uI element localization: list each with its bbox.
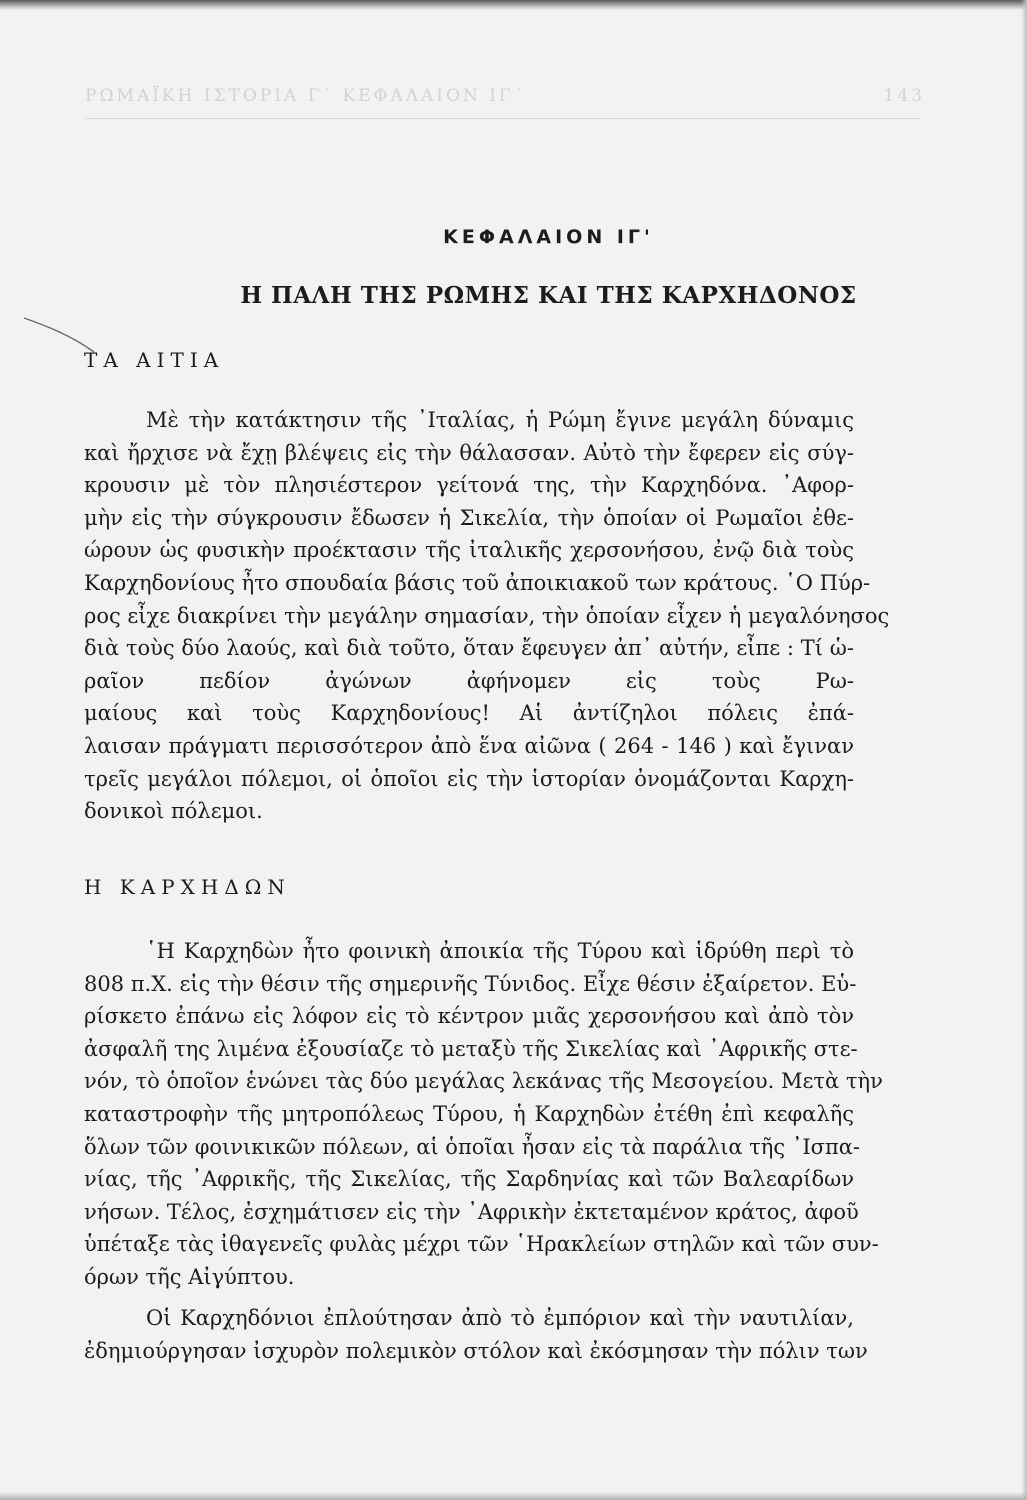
text-line: ἀσφαλῆ της λιμένα ἐξουσίαζε τὸ μεταξὺ τῆς Σικελίας καὶ ᾿Αφρικῆς στε- xyxy=(84,1036,858,1061)
text-line: ῾Η Καρχηδὼν ἦτο φοινικὴ ἀποικία τῆς Τύρου καὶ ἱδρύθη περὶ τὸ xyxy=(146,939,854,963)
paragraph-causes xyxy=(84,404,890,828)
text-line: ώρουν ὡς φυσικὴν προέκτασιν τῆς ἰταλικῆς χερσονήσου, ἐνῷ διὰ τοὺς xyxy=(84,538,854,563)
paragraph-carthage xyxy=(84,935,883,1294)
text-line: μαίους καὶ τοὺς Καρχηδονίους! Αἱ ἀντίζηλοι πόλεις ἐπά- xyxy=(84,701,854,726)
text-line: 808 π.Χ. εἰς τὴν θέσιν τῆς σημερινῆς Τύνιδος. Εἶχε θέσιν ἐξαίρετον. Εὑ- xyxy=(84,971,857,996)
bleed-through-header-text: ΡΩΜΑΪΚΗ ΙΣΤΟΡΙΑ Γ΄ ΚΕΦΑΛΑΙΟΝ ΙΓ΄ xyxy=(85,86,526,106)
page-top-shadow xyxy=(0,0,1027,10)
text-line: καταστροφὴν τῆς μητροπόλεως Τύρου, ἡ Καρχηδὼν ἐτέθη ἐπὶ κεφαλῆς xyxy=(84,1101,854,1126)
chapter-title: Η ΠΑΛΗ ΤΗΣ ΡΩΜΗΣ ΚΑΙ ΤΗΣ ΚΑΡΧΗΔΟΝΟΣ xyxy=(240,282,857,309)
text-line: λαισαν πράγματι περισσότερον ἀπὸ ἕνα αἰῶνα ( 264 - 146 ) καὶ ἔγιναν xyxy=(84,733,854,758)
text-line: Οἱ Καρχηδόνιοι ἐπλούτησαν ἀπὸ τὸ ἐμπόριον καὶ τὴν ναυτιλίαν, xyxy=(146,1306,854,1330)
text-line: όρων τῆς Αἰγύπτου. xyxy=(84,1264,295,1289)
chapter-label: ΚΕΦΑΛΑΙΟΝ ΙΓ' xyxy=(443,226,654,248)
page-bottom-shadow xyxy=(0,1492,1027,1500)
page-right-shadow xyxy=(1021,0,1027,1500)
text-line: ραῖον πεδίον ἀγώνων ἀφήνομεν εἰς τοὺς Ρω- xyxy=(84,668,854,693)
text-line: διὰ τοὺς δύο λαούς, καὶ διὰ τοῦτο, ὅταν ἔφευγεν ἀπ᾿ αὐτήν, εἶπε : Τί ὡ- xyxy=(84,636,854,661)
text-line: Μὲ τὴν κατάκτησιν τῆς ᾿Ιταλίας, ἡ Ρώμη ἔγινε μεγάλη δύναμις xyxy=(146,408,854,432)
text-line: νήσων. Τέλος, ἐσχημάτισεν εἰς τὴν ᾿Αφρικὴν ἐκτεταμένον κράτος, ἀφοῦ xyxy=(84,1199,859,1224)
text-line: νίας, τῆς ᾿Αφρικῆς, τῆς Σικελίας, τῆς Σαρδηνίας καὶ τῶν Βαλεαρίδων xyxy=(84,1167,854,1192)
text-line: Καρχηδονίους ἦτο σπουδαία βάσις τοῦ ἀποικιακοῦ των κράτους. ῾Ο Πύρ- xyxy=(84,570,871,595)
text-line: ὑπέταξε τὰς ἰθαγενεῖς φυλὰς μέχρι τῶν ῾Ηρακλείων στηλῶν καὶ τῶν συν- xyxy=(84,1232,879,1257)
text-line: δονικοὶ πόλεμοι. xyxy=(84,799,263,824)
bleed-through-page-number: 143 xyxy=(883,86,925,106)
text-line: κρουσιν μὲ τὸν πλησιέστερον γείτονά της, τὴν Καρχηδόνα. ᾿Αφορ- xyxy=(84,473,854,498)
paragraph-carthage-continued xyxy=(84,1302,868,1367)
text-line: νόν, τὸ ὁποῖον ἑνώνει τὰς δύο μεγάλας λεκάνας τῆς Μεσογείου. Μετὰ τὴν xyxy=(84,1069,883,1094)
text-line: ἐδημιούργησαν ἰσχυρὸν πολεμικὸν στόλον καὶ ἐκόσμησαν τὴν πόλιν των xyxy=(84,1338,868,1363)
bleed-through-header xyxy=(85,86,925,106)
text-line: καὶ ἤρχισε νὰ ἔχῃ βλέψεις εἰς τὴν θάλασσαν. Αὐτὸ τὴν ἔφερεν εἰς σύγ- xyxy=(84,440,854,465)
text-line: τρεῖς μεγάλοι πόλεμοι, οἱ ὁποῖοι εἰς τὴν ἱστορίαν ὀνομάζονται Καρχη- xyxy=(84,766,854,791)
text-line: μὴν εἰς τὴν σύγκρουσιν ἔδωσεν ἡ Σικελία, τὴν ὁποίαν οἱ Ρωμαῖοι ἐθε- xyxy=(84,505,854,530)
bleed-through-rule xyxy=(85,118,920,119)
text-line: ρος εἶχε διακρίνει τὴν μεγάλην σημασίαν, τὴν ὁποίαν εἶχεν ἡ μεγαλόνησος xyxy=(84,603,890,628)
section-heading-carthage: Η ΚΑΡΧΗΔΩΝ xyxy=(84,875,291,899)
text-line: ρίσκετο ἐπάνω εἰς λόφον εἰς τὸ κέντρον μιᾶς χερσονήσου καὶ ἀπὸ τὸν xyxy=(84,1004,854,1029)
section-heading-causes: ΤΑ ΑΙΤΙΑ xyxy=(84,348,225,372)
text-line: ὅλων τῶν φοινικικῶν πόλεων, αἱ ὁποῖαι ἦσαν εἰς τὰ παράλια τῆς ᾿Ισπα- xyxy=(84,1134,861,1159)
